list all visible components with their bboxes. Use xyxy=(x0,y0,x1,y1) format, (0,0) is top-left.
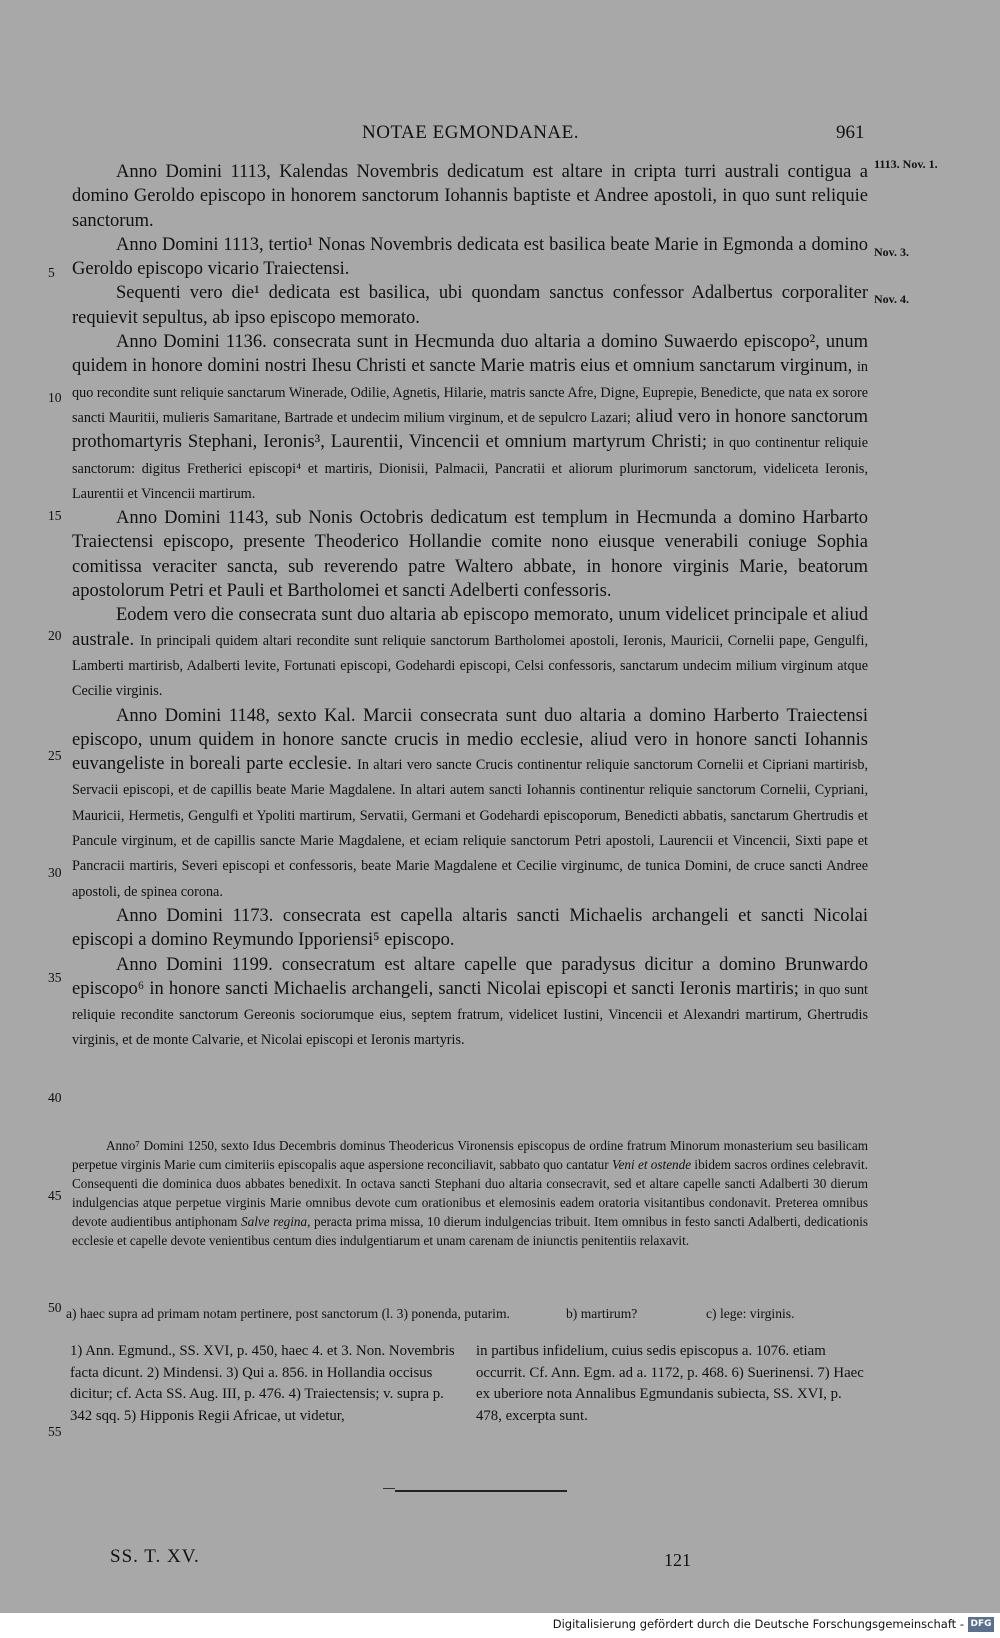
signature-mark: SS. T. XV. xyxy=(110,1546,200,1567)
entry-1199: Anno Domini 1199. consecratum est altare capelle que paradysus dicitur a domino Brunwardo episcopo⁶ in honore sancti Michaelis archangeli, sancti Nicolai episcopi et sancti Ieronis martiris; in quo sunt reliquie recondite sanctorum Gereonis sociorumque eius, septem fratrum, videlicet Iustini, Vincencii et Alexandri martirum, Ghertrudis virginis, et de monte Calvarie, et Nicolai episcopi et Ieronis martyris. xyxy=(72,954,868,1049)
footer-bar xyxy=(0,1613,1000,1638)
line-number-10: 10 xyxy=(48,390,62,405)
dfg-logo-icon: DFG xyxy=(968,1617,994,1632)
page-number: 961 xyxy=(836,122,865,143)
entry-1173: Anno Domini 1173. consecrata est capella altaris sancti Michaelis archangeli et sancti Nicolai episcopi a domino Reymundo Ipporiensi⁵ episcopo. xyxy=(72,905,868,951)
line-number-55: 55 xyxy=(48,1424,62,1439)
note-1250: Anno⁷ Domini 1250, sexto Idus Decembris dominus Theodericus Vironensis episcopus de ordine fratrum Minorum monasterium seu basilicam perpetue virginis Marie cum cimiteriis episcopalis aque aspersione reconciliavit, sabbato quo cantatur Veni et ostende ibidem sacros ordines celebravit. Consequenti die dominica duos abbates benedixit. In octava sancti Stephani duo altaria consecravit, sed et altare capelle sancti Adalberti 30 dierum indulgencias atque perpetue virginis Marie omnibus devote cum orationibus et elemosinis eadem oratoria visitantibus condonavit. Preterea omnibus devote audientibus antiphonam Salve regina, peracta prima missa, 10 dierum indulgencias tribuit. Item omnibus in festo sancti Adalberti, dedicationis ecclesie et capelle devote venientibus centum dies indulgentiarum et unam carenam de iniunctis penitentiis relaxavit. xyxy=(72,1138,869,1248)
line-number-30: 30 xyxy=(48,865,62,880)
line-number-50: 50 xyxy=(48,1300,62,1315)
footnotes-left-column: 1) Ann. Egmund., SS. XVI, p. 450, haec 4. et 3. Non. Novembris facta dicunt. 2) Mindensi. 3) Qui a. 856. in Hollandia occisus dicitur; cf. Acta SS. Aug. III, p. 476. 4) Traiectensis; v. supra p. 342 sqq. 5) Hipponis Regii Africae, ut videtur, xyxy=(70,1343,455,1424)
line-number-45: 45 xyxy=(48,1188,62,1203)
running-title: NOTAE EGMONDANAE. xyxy=(362,122,580,143)
footnotes-right-column: in partibus infidelium, cuius sedis episcopus a. 1076. etiam occurrit. Cf. Ann. Egm. ad a. 1172, p. 468. 6) Suerinensi. 7) Haec ex uberiore nota Annalibus Egmundanis subiecta, SS. XVI, p. 478, excerpta sunt. xyxy=(476,1343,864,1424)
sheet-number: 121 xyxy=(664,1550,691,1570)
divider-rule xyxy=(395,1490,567,1492)
line-number-25: 25 xyxy=(48,748,62,763)
critical-apparatus xyxy=(66,1306,872,1322)
line-number-15: 15 xyxy=(48,508,62,523)
critical-note-a: a) haec supra ad primam notam pertinere, post sanctorum (l. 3) ponenda, putarim. xyxy=(66,1306,510,1321)
critical-note-b: b) martirum? xyxy=(566,1306,638,1321)
footer-credit: Digitalisierung gefördert durch die Deutsche Forschungsgemeinschaft - xyxy=(552,1617,964,1631)
entry-1113-altar: Anno Domini 1113, Kalendas Novembris dedicatum est altare in cripta turri australi contigua a domino Geroldo episcopo in honorem sanctorum Iohannis baptiste et Andree apostoli, in quo sunt reliquie sanctorum. xyxy=(72,162,868,231)
line-number-20: 20 xyxy=(48,628,62,643)
margin-date-1: 1113. Nov. 1. xyxy=(874,157,938,171)
entry-1113-basilica: Anno Domini 1113, tertio¹ Nonas Novembris dedicata est basilica beate Marie in Egmonda a domino Geroldo episcopo vicario Traiectensi. xyxy=(72,234,868,280)
entry-1143: Anno Domini 1143, sub Nonis Octobris dedicatum est templum in Hecmunda a domino Harbarto Traiectensi episcopo, presente Theoderico Hollandie comite nono eiusque venerabili coniuge Sophia comitissa veraciter sancta, sub reverendo patre Waltero abbate, in honore virginis Marie, beatorum apostolorum Petri et Pauli et Bartholomei et sancti Adelberti confessoris. xyxy=(72,508,868,602)
entry-1136: Anno Domini 1136. consecrata sunt in Hecmunda duo altaria a domino Suwaerdo episcopo², unum quidem in honore domini nostri Ihesu Christi et sancte Marie matris eius et omnium sanctarum virginum, in quo recondite sunt reliquie sanctarum Winerade, Odilie, Agnetis, Hilarie, matris sancte Afre, Digne, Euprepie, Benedicte, que nata ex sorore sancti Mauritii, mulieris Samaritane, Bartrade et undecim milium virginum, et de sepulcro Lazari; aliud vero in honore sanctorum prothomartyris Stephani, Ieronis³, Laurentii, Vincencii et omnium martyrum Christi; in quo continentur reliquie sanctorum: digitus Fretherici episcopi⁴ et martiris, Dionisii, Palmacii, Pancratii et aliorum plurimorum sanctorum, videliceta Ieronis, Laurentii et Vincencii martirum. xyxy=(72,332,869,502)
divider-short xyxy=(383,1488,395,1489)
critical-note-c: c) lege: virginis. xyxy=(706,1306,795,1321)
line-number-5: 5 xyxy=(48,265,55,280)
margin-date-2: Nov. 3. xyxy=(874,245,910,259)
entry-eodem: Eodem vero die consecrata sunt duo altaria ab episcopo memorato, unum videlicet principale et aliud australe. In principali quidem altari recondite sunt reliquie sanctorum Bartholomei apostoli, Ieronis, Mauricii, Cornelii pape, Gengulfi, Lamberti martirisb, Adalberti levite, Fortunati episcopi, Godehardi episcopi, Celsi confessoris, sanctarum undecim milium virginum atque Cecilie virginis. xyxy=(72,605,868,700)
entry-1148: Anno Domini 1148, sexto Kal. Marcii consecrata sunt duo altaria a domino Harberto Traiectensi episcopo, unum quidem in honore sancte crucis in medio ecclesie, aliud vero in honore sancti Iohannis euvangeliste in boreali parte ecclesie. In altari vero sancte Crucis continentur reliquie sanctorum Cornelii et Cipriani martirisb, Servacii episcopi, et de capillis beate Marie Magdalene. In altari autem sancti Iohannis continentur reliquie sanctorum Cornelii, Cypriani, Mauricii, Hermetis, Gengulfi et Ypoliti martirum, Servatii, Germani et Godehardi episcoporum, Benedicti abbatis, sanctarum Ghertrudis et Pancule virginum, et de capillis sancte Marie Magdalene, et eciam reliquie sanctorum Petri apostoli, Laurencii et Vincencii, Sixti pape et Pancracii martiris, Severi episcopi et confessoris, beate Marie Magdalene et Cecilie virginumc, de tunica Domini, de cruce sancti Andree apostoli, de spinea corona. xyxy=(72,705,868,900)
line-number-40: 40 xyxy=(48,1090,62,1105)
margin-date-3: Nov. 4. xyxy=(874,292,910,306)
entry-1113-sequenti: Sequenti vero die¹ dedicata est basilica, ubi quondam sanctus confessor Adalbertus corporaliter requievit sepultus, ab ipso episcopo memorato. xyxy=(72,283,868,328)
main-text xyxy=(72,160,868,1053)
line-number-35: 35 xyxy=(48,970,62,985)
